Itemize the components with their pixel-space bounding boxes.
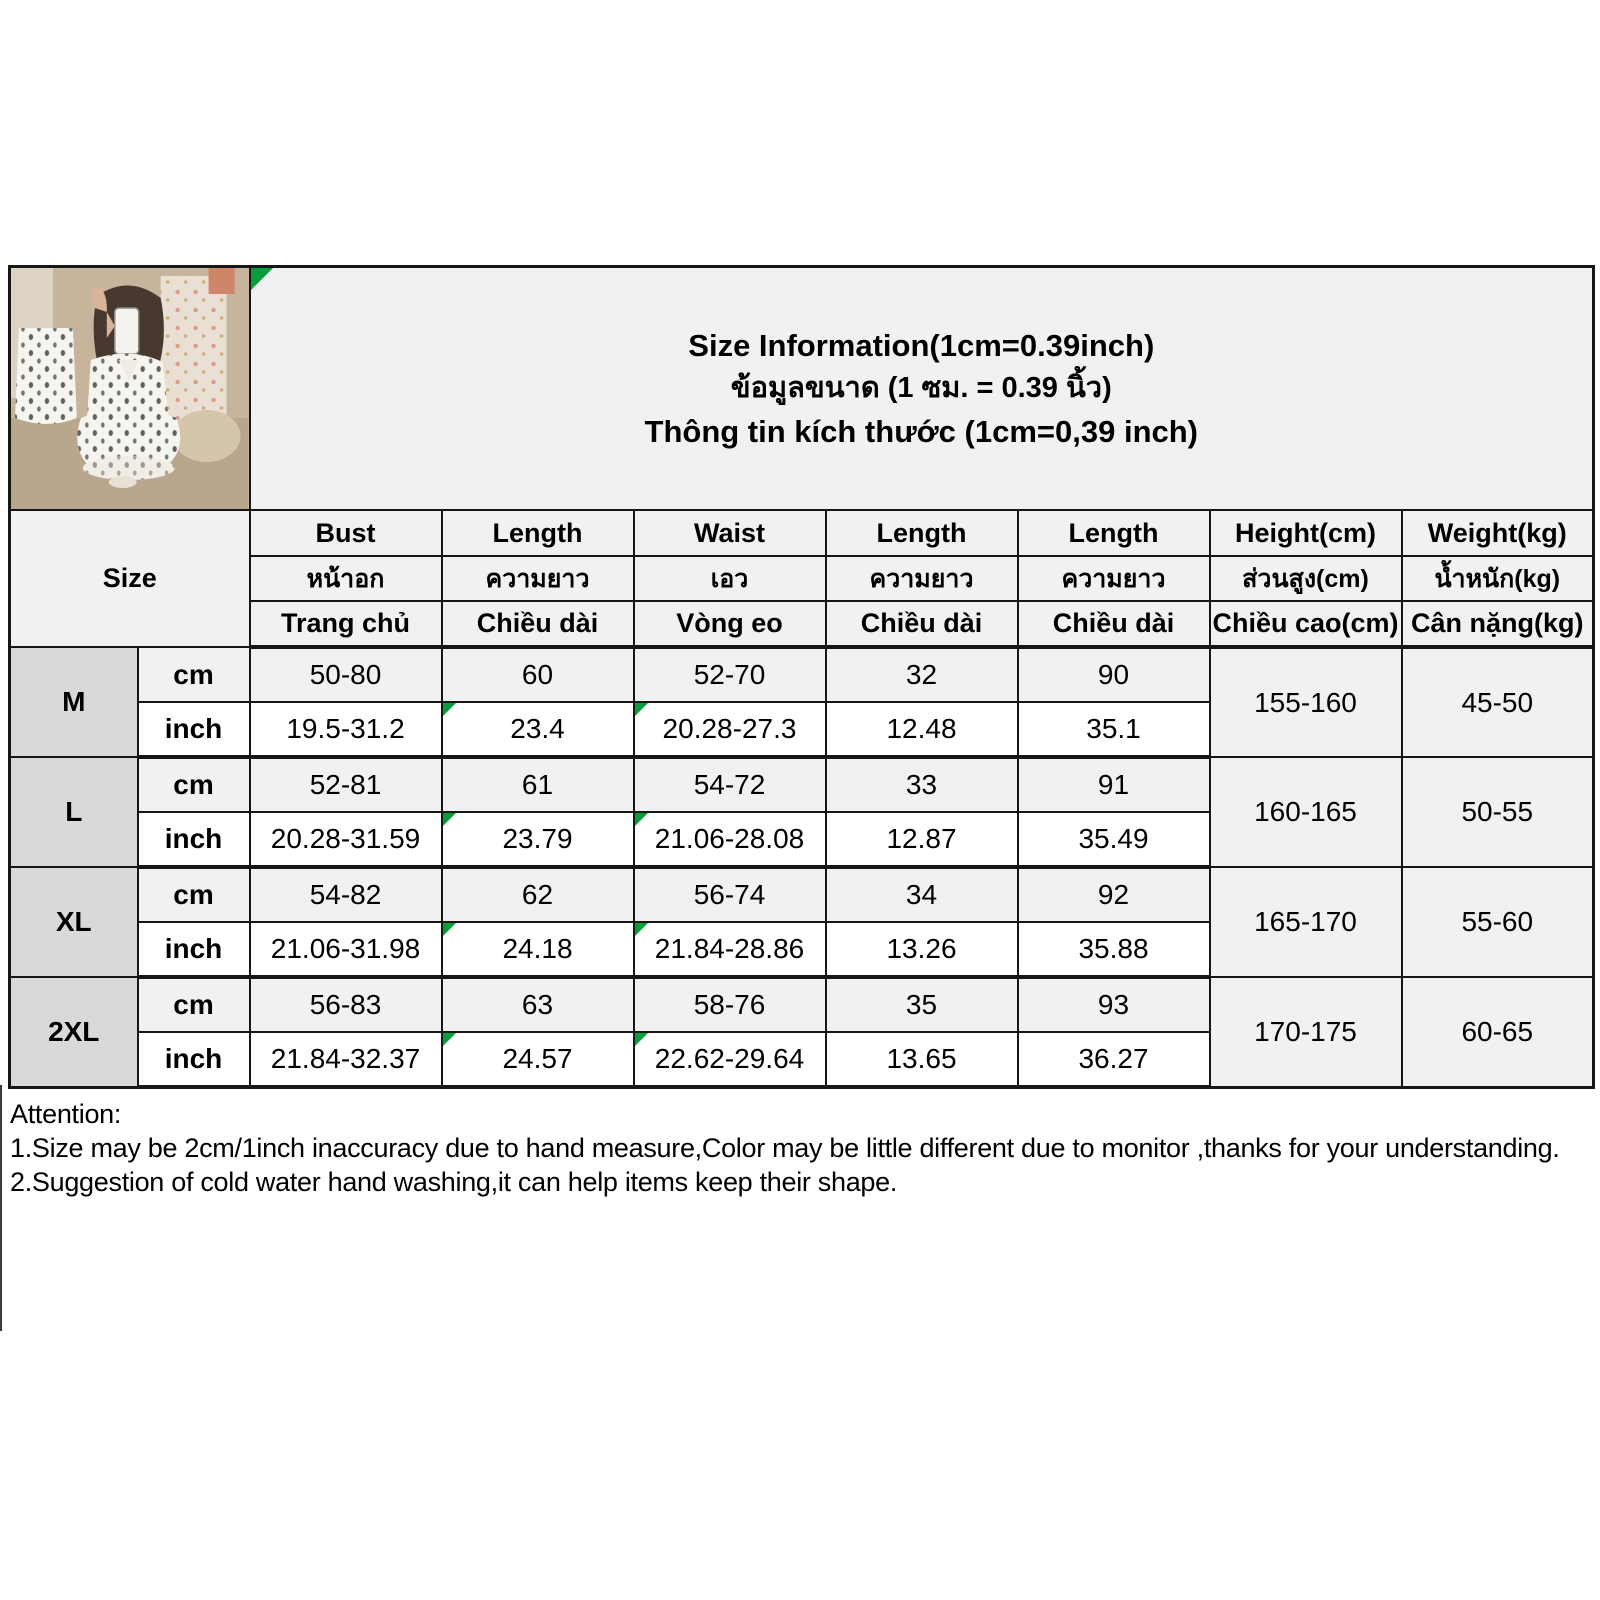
cell-l-length2-cm: 33 <box>826 757 1018 812</box>
cell-m-waist-inch: 20.28-27.3 <box>634 702 826 757</box>
cell-2xl-length2-inch: 13.65 <box>826 1032 1018 1087</box>
cell-xl-length1-inch: 24.18 <box>442 922 634 977</box>
cell-l-height: 160-165 <box>1210 757 1402 867</box>
col-header-waist-th: เอว <box>634 556 826 601</box>
cell-xl-bust-inch: 21.06-31.98 <box>250 922 442 977</box>
attention-note-1: 1.Size may be 2cm/1inch inaccuracy due to hand measure,Color may be little different due to monitor ,thanks for your understanding. <box>10 1133 1560 1163</box>
cell-l-bust-cm: 52-81 <box>250 757 442 812</box>
cell-xl-length3-inch: 35.88 <box>1018 922 1210 977</box>
cell-m-length1-cm: 60 <box>442 647 634 702</box>
size-header: Size <box>10 510 250 647</box>
cell-2xl-weight: 60-65 <box>1402 977 1594 1087</box>
cell-2xl-length3-cm: 93 <box>1018 977 1210 1032</box>
cell-l-weight: 50-55 <box>1402 757 1594 867</box>
size-info-title <box>250 267 1594 511</box>
cell-m-length2-inch: 12.48 <box>826 702 1018 757</box>
unit-cm: cm <box>138 867 250 922</box>
size-row-label-xl: XL <box>10 867 138 977</box>
cell-xl-height: 165-170 <box>1210 867 1402 977</box>
col-header-weight-vi: Cân nặng(kg) <box>1402 601 1594 647</box>
col-header-weight-th: น้ำหนัก(kg) <box>1402 556 1594 601</box>
cell-m-bust-cm: 50-80 <box>250 647 442 702</box>
col-header-waist-vi: Vòng eo <box>634 601 826 647</box>
cell-xl-waist-inch: 21.84-28.86 <box>634 922 826 977</box>
cell-2xl-height: 170-175 <box>1210 977 1402 1087</box>
title-english: Size Information(1cm=0.39inch) <box>688 328 1155 363</box>
unit-inch: inch <box>138 812 250 867</box>
cell-xl-length3-cm: 92 <box>1018 867 1210 922</box>
cell-xl-weight: 55-60 <box>1402 867 1594 977</box>
col-header-length2-th: ความยาว <box>826 556 1018 601</box>
cell-m-height: 155-160 <box>1210 647 1402 757</box>
cell-xl-length2-cm: 34 <box>826 867 1018 922</box>
attention-note-2: 2.Suggestion of cold water hand washing,it can help items keep their shape. <box>10 1167 898 1197</box>
cell-xl-length2-inch: 13.26 <box>826 922 1018 977</box>
cell-2xl-waist-cm: 58-76 <box>634 977 826 1032</box>
unit-cm: cm <box>138 757 250 812</box>
cell-m-length3-inch: 35.1 <box>1018 702 1210 757</box>
col-header-bust-vi: Trang chủ <box>250 601 442 647</box>
cell-l-length2-inch: 12.87 <box>826 812 1018 867</box>
attention-notes <box>0 1085 1600 1331</box>
cell-m-bust-inch: 19.5-31.2 <box>250 702 442 757</box>
col-header-length3-en: Length <box>1018 510 1210 556</box>
cell-xl-bust-cm: 54-82 <box>250 867 442 922</box>
unit-inch: inch <box>138 702 250 757</box>
cell-m-length2-cm: 32 <box>826 647 1018 702</box>
col-header-length2-en: Length <box>826 510 1018 556</box>
cell-2xl-waist-inch: 22.62-29.64 <box>634 1032 826 1087</box>
cell-xl-waist-cm: 56-74 <box>634 867 826 922</box>
col-header-height-th: ส่วนสูง(cm) <box>1210 556 1402 601</box>
col-header-weight-en: Weight(kg) <box>1402 510 1594 556</box>
product-photo <box>10 267 250 511</box>
col-header-length3-vi: Chiều dài <box>1018 601 1210 647</box>
cell-l-length1-inch: 23.79 <box>442 812 634 867</box>
cell-2xl-bust-inch: 21.84-32.37 <box>250 1032 442 1087</box>
attention-heading: Attention: <box>10 1099 122 1129</box>
cell-xl-length1-cm: 62 <box>442 867 634 922</box>
cell-2xl-length1-inch: 24.57 <box>442 1032 634 1087</box>
col-header-length1-en: Length <box>442 510 634 556</box>
col-header-bust-en: Bust <box>250 510 442 556</box>
cell-m-waist-cm: 52-70 <box>634 647 826 702</box>
col-header-length3-th: ความยาว <box>1018 556 1210 601</box>
size-table <box>8 265 1595 1089</box>
cell-m-weight: 45-50 <box>1402 647 1594 757</box>
cell-l-length3-cm: 91 <box>1018 757 1210 812</box>
size-row-label-2xl: 2XL <box>10 977 138 1087</box>
cell-2xl-length1-cm: 63 <box>442 977 634 1032</box>
cell-l-length3-inch: 35.49 <box>1018 812 1210 867</box>
cell-2xl-length3-inch: 36.27 <box>1018 1032 1210 1087</box>
col-header-length1-vi: Chiều dài <box>442 601 634 647</box>
unit-cm: cm <box>138 977 250 1032</box>
size-row-label-m: M <box>10 647 138 757</box>
unit-cm: cm <box>138 647 250 702</box>
cell-m-length3-cm: 90 <box>1018 647 1210 702</box>
col-header-waist-en: Waist <box>634 510 826 556</box>
cell-m-length1-inch: 23.4 <box>442 702 634 757</box>
col-header-height-vi: Chiều cao(cm) <box>1210 601 1402 647</box>
cell-2xl-bust-cm: 56-83 <box>250 977 442 1032</box>
cell-2xl-length2-cm: 35 <box>826 977 1018 1032</box>
title-vietnamese: Thông tin kích thước (1cm=0,39 inch) <box>644 414 1199 449</box>
cell-l-bust-inch: 20.28-31.59 <box>250 812 442 867</box>
product-photo-illustration <box>11 268 249 509</box>
unit-inch: inch <box>138 922 250 977</box>
col-header-bust-th: หน้าอก <box>250 556 442 601</box>
cell-l-length1-cm: 61 <box>442 757 634 812</box>
col-header-length1-th: ความยาว <box>442 556 634 601</box>
cell-l-waist-cm: 54-72 <box>634 757 826 812</box>
cell-l-waist-inch: 21.06-28.08 <box>634 812 826 867</box>
col-header-length2-vi: Chiều dài <box>826 601 1018 647</box>
size-row-label-l: L <box>10 757 138 867</box>
col-header-height-en: Height(cm) <box>1210 510 1402 556</box>
unit-inch: inch <box>138 1032 250 1087</box>
title-thai: ข้อมูลขนาด (1 ซม. = 0.39 นิ้ว) <box>730 372 1112 404</box>
